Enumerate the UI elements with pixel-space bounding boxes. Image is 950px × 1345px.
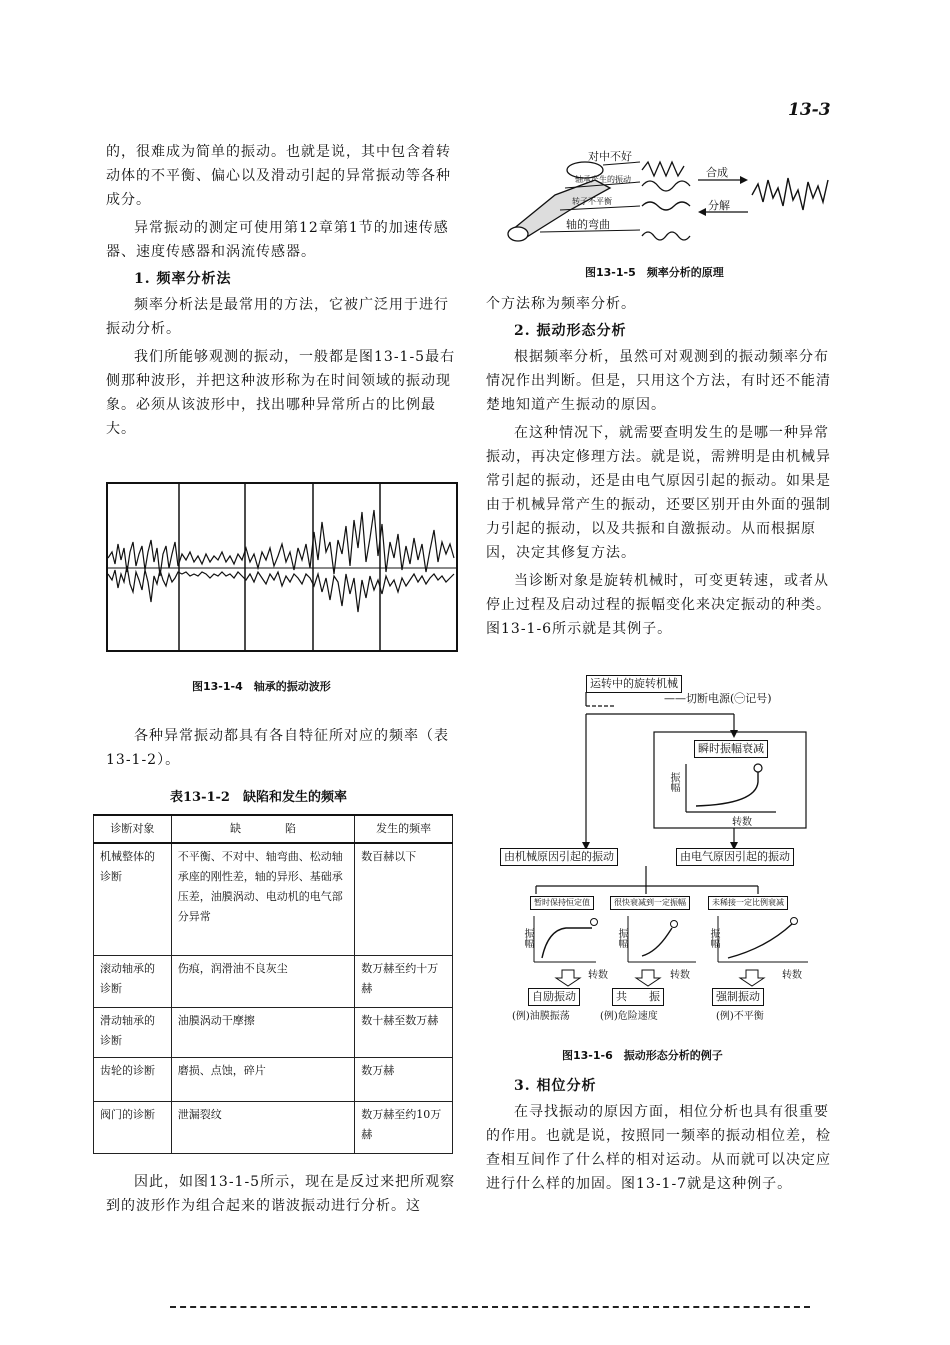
defect-frequency-table <box>93 814 453 1154</box>
fig5-label-decompose: 分解 <box>708 199 730 212</box>
flow-speed-label-1: 转数 <box>588 970 608 981</box>
table-cell: 油膜涡动干摩擦 <box>171 1007 355 1057</box>
table-row <box>94 955 453 1007</box>
flow-self-excited-box: 自励振动 <box>528 988 580 1006</box>
right-paragraph-3: 在这种情况下，就需要查明发生的是哪一种异常振动，再决定修理方法。就是说，需辨明是由机械异常引起的振动，还是由电气原因引起的振动。如果是由于机械异常产生的振动，还要区别开由外面的强制力引起的振动，以及共振和自激振动。从而根据原因，决定其修复方法。 <box>486 425 831 561</box>
flow-amp-label: 振幅 <box>668 772 679 792</box>
table-header-frequency: 发生的频率 <box>355 815 453 843</box>
table-cell: 不平衡、不对中、轴弯曲、松动轴承座的刚性差，轴的异形、基础承压差，油膜涡动、电动机的电气部分异常 <box>171 843 355 955</box>
footer-rule <box>170 1306 810 1308</box>
flow-speed-label-2: 转数 <box>670 970 690 981</box>
table-cell: 泄漏裂纹 <box>171 1101 355 1153</box>
left-paragraph-1: 的，很难成为简单的振动。也就是说，其中包含着转动体的不平衡、偏心以及滑动引起的异常振动等各种成分。 <box>106 144 451 208</box>
right-paragraph-5: 在寻找振动的原因方面，相位分析也具有很重要的作用。也就是说，按照同一频率的振动相位差，检查相互间作了什么样的相对运动。从而就可以决定应进行什么样的加固。图13-1-7就是这种例子。 <box>486 1104 831 1192</box>
left-paragraph-4: 我们所能够观测的振动，一般都是图13-1-5最右侧那种波形，并把这种波形称为在时间领域的振动现象。必须从该波形中，找出哪种异常所占的比例最大。 <box>106 349 456 437</box>
flow-sub3-box: 未稀接一定比例衰减 <box>708 896 788 910</box>
page-number: 13-3 <box>788 100 831 120</box>
table-row <box>94 1057 453 1101</box>
table-cell: 滚动轴承的诊断 <box>94 955 172 1007</box>
table-cell: 数百赫以下 <box>355 843 453 955</box>
flow-example-3: (例)不平衡 <box>716 1011 764 1022</box>
left-bottom-text <box>106 1170 462 1218</box>
fig5-label-misalign: 对中不好 <box>588 150 632 163</box>
flow-sub1-box: 暂时保持恒定值 <box>530 896 594 910</box>
flow-top-box: 运转中的旋转机械 <box>586 675 682 693</box>
left-paragraph-3: 频率分析法是最常用的方法，它被广泛用于进行振动分析。 <box>106 297 449 337</box>
table-cell: 齿轮的诊断 <box>94 1057 172 1101</box>
left-column <box>106 140 462 441</box>
frequency-analysis-figure <box>500 140 835 255</box>
figure-13-1-6-caption: 图13-1-6 振动形态分析的例子 <box>562 1049 723 1062</box>
left-paragraph-5: 各种异常振动都具有各自特征所对应的频率（表13-1-2）。 <box>106 728 449 768</box>
flow-example-1: (例)油膜振荡 <box>512 1011 570 1022</box>
flow-mechanical-box: 由机械原因引起的振动 <box>500 848 618 866</box>
table-cell: 数十赫至数万赫 <box>355 1007 453 1057</box>
table-cell: 伤痕，润滑油不良灰尘 <box>171 955 355 1007</box>
table-cell: 磨损、点蚀，碎片 <box>171 1057 355 1101</box>
table-row <box>94 1007 453 1057</box>
figure-13-1-4-caption: 图13-1-4 轴承的振动波形 <box>192 680 331 693</box>
figure-13-1-5-caption: 图13-1-5 频率分析的原理 <box>585 266 724 279</box>
table-title: 表13-1-2 缺陷和发生的频率 <box>170 790 347 805</box>
flow-cut-power-label: ——切断电源(㊀记号) <box>664 692 772 705</box>
table-row <box>94 843 453 955</box>
left-table-intro <box>106 724 462 772</box>
flow-amp-label-3: 振幅 <box>708 928 719 948</box>
heading-frequency-analysis: 1. 频率分析法 <box>134 271 232 287</box>
table-cell: 数万赫 <box>355 1057 453 1101</box>
flow-sub2-box: 很快衰减到一定振幅 <box>610 896 690 910</box>
table-cell: 机械整体的诊断 <box>94 843 172 955</box>
right-paragraph-2: 根据频率分析，虽然可对观测到的振动频率分布情况作出判断。但是，只用这个方法，有时还不能清楚地知道产生振动的原因。 <box>486 349 831 413</box>
flow-electrical-box: 由电气原因引起的振动 <box>676 848 794 866</box>
flow-amp-label-1: 振幅 <box>522 928 533 948</box>
right-column <box>486 292 842 641</box>
fig5-label-unbalance: 转子不平衡 <box>572 197 612 206</box>
flow-forced-box: 强制振动 <box>712 988 764 1006</box>
table-cell: 数万赫至约10万赫 <box>355 1101 453 1153</box>
left-paragraph-2: 异常振动的测定可使用第12章第1节的加速传感器、速度传感器和涡流传感器。 <box>106 220 449 260</box>
flow-instant-decay-box: 瞬时振幅衰减 <box>694 740 768 758</box>
flow-amp-label-2: 振幅 <box>616 928 627 948</box>
flow-speed-label-3: 转数 <box>782 970 802 981</box>
heading-phase-analysis: 3. 相位分析 <box>514 1078 597 1094</box>
flow-speed-label: 转数 <box>732 817 752 828</box>
right-paragraph-4: 当诊断对象是旋转机械时，可变更转速，或者从停止过程及启动过程的振幅变化来决定振动的种类。图13-1-6所示就是其例子。 <box>486 573 831 637</box>
table-cell: 数万赫至约十万赫 <box>355 955 453 1007</box>
flow-resonance-box: 共 振 <box>612 988 664 1006</box>
table-header-target: 诊断对象 <box>94 815 172 843</box>
flow-example-2: (例)危险速度 <box>600 1011 658 1022</box>
table-header-defect: 缺 陷 <box>171 815 355 843</box>
bearing-waveform-figure <box>106 482 458 652</box>
fig5-label-bearing: 轴承产生的振动 <box>575 175 631 184</box>
table-row <box>94 1101 453 1153</box>
fig5-label-compose: 合成 <box>706 166 728 179</box>
table-cell: 滑动轴承的诊断 <box>94 1007 172 1057</box>
right-paragraph-1: 个方法称为频率分析。 <box>486 296 636 312</box>
right-bottom-text <box>486 1074 842 1196</box>
heading-vibration-form: 2. 振动形态分析 <box>514 323 627 339</box>
left-paragraph-6: 因此，如图13-1-5所示，现在是反过来把所观察到的波形作为组合起来的谐波振动进行分析。这 <box>106 1174 456 1214</box>
table-cell: 阀门的诊断 <box>94 1101 172 1153</box>
fig5-label-shaft: 轴的弯曲 <box>566 218 610 231</box>
